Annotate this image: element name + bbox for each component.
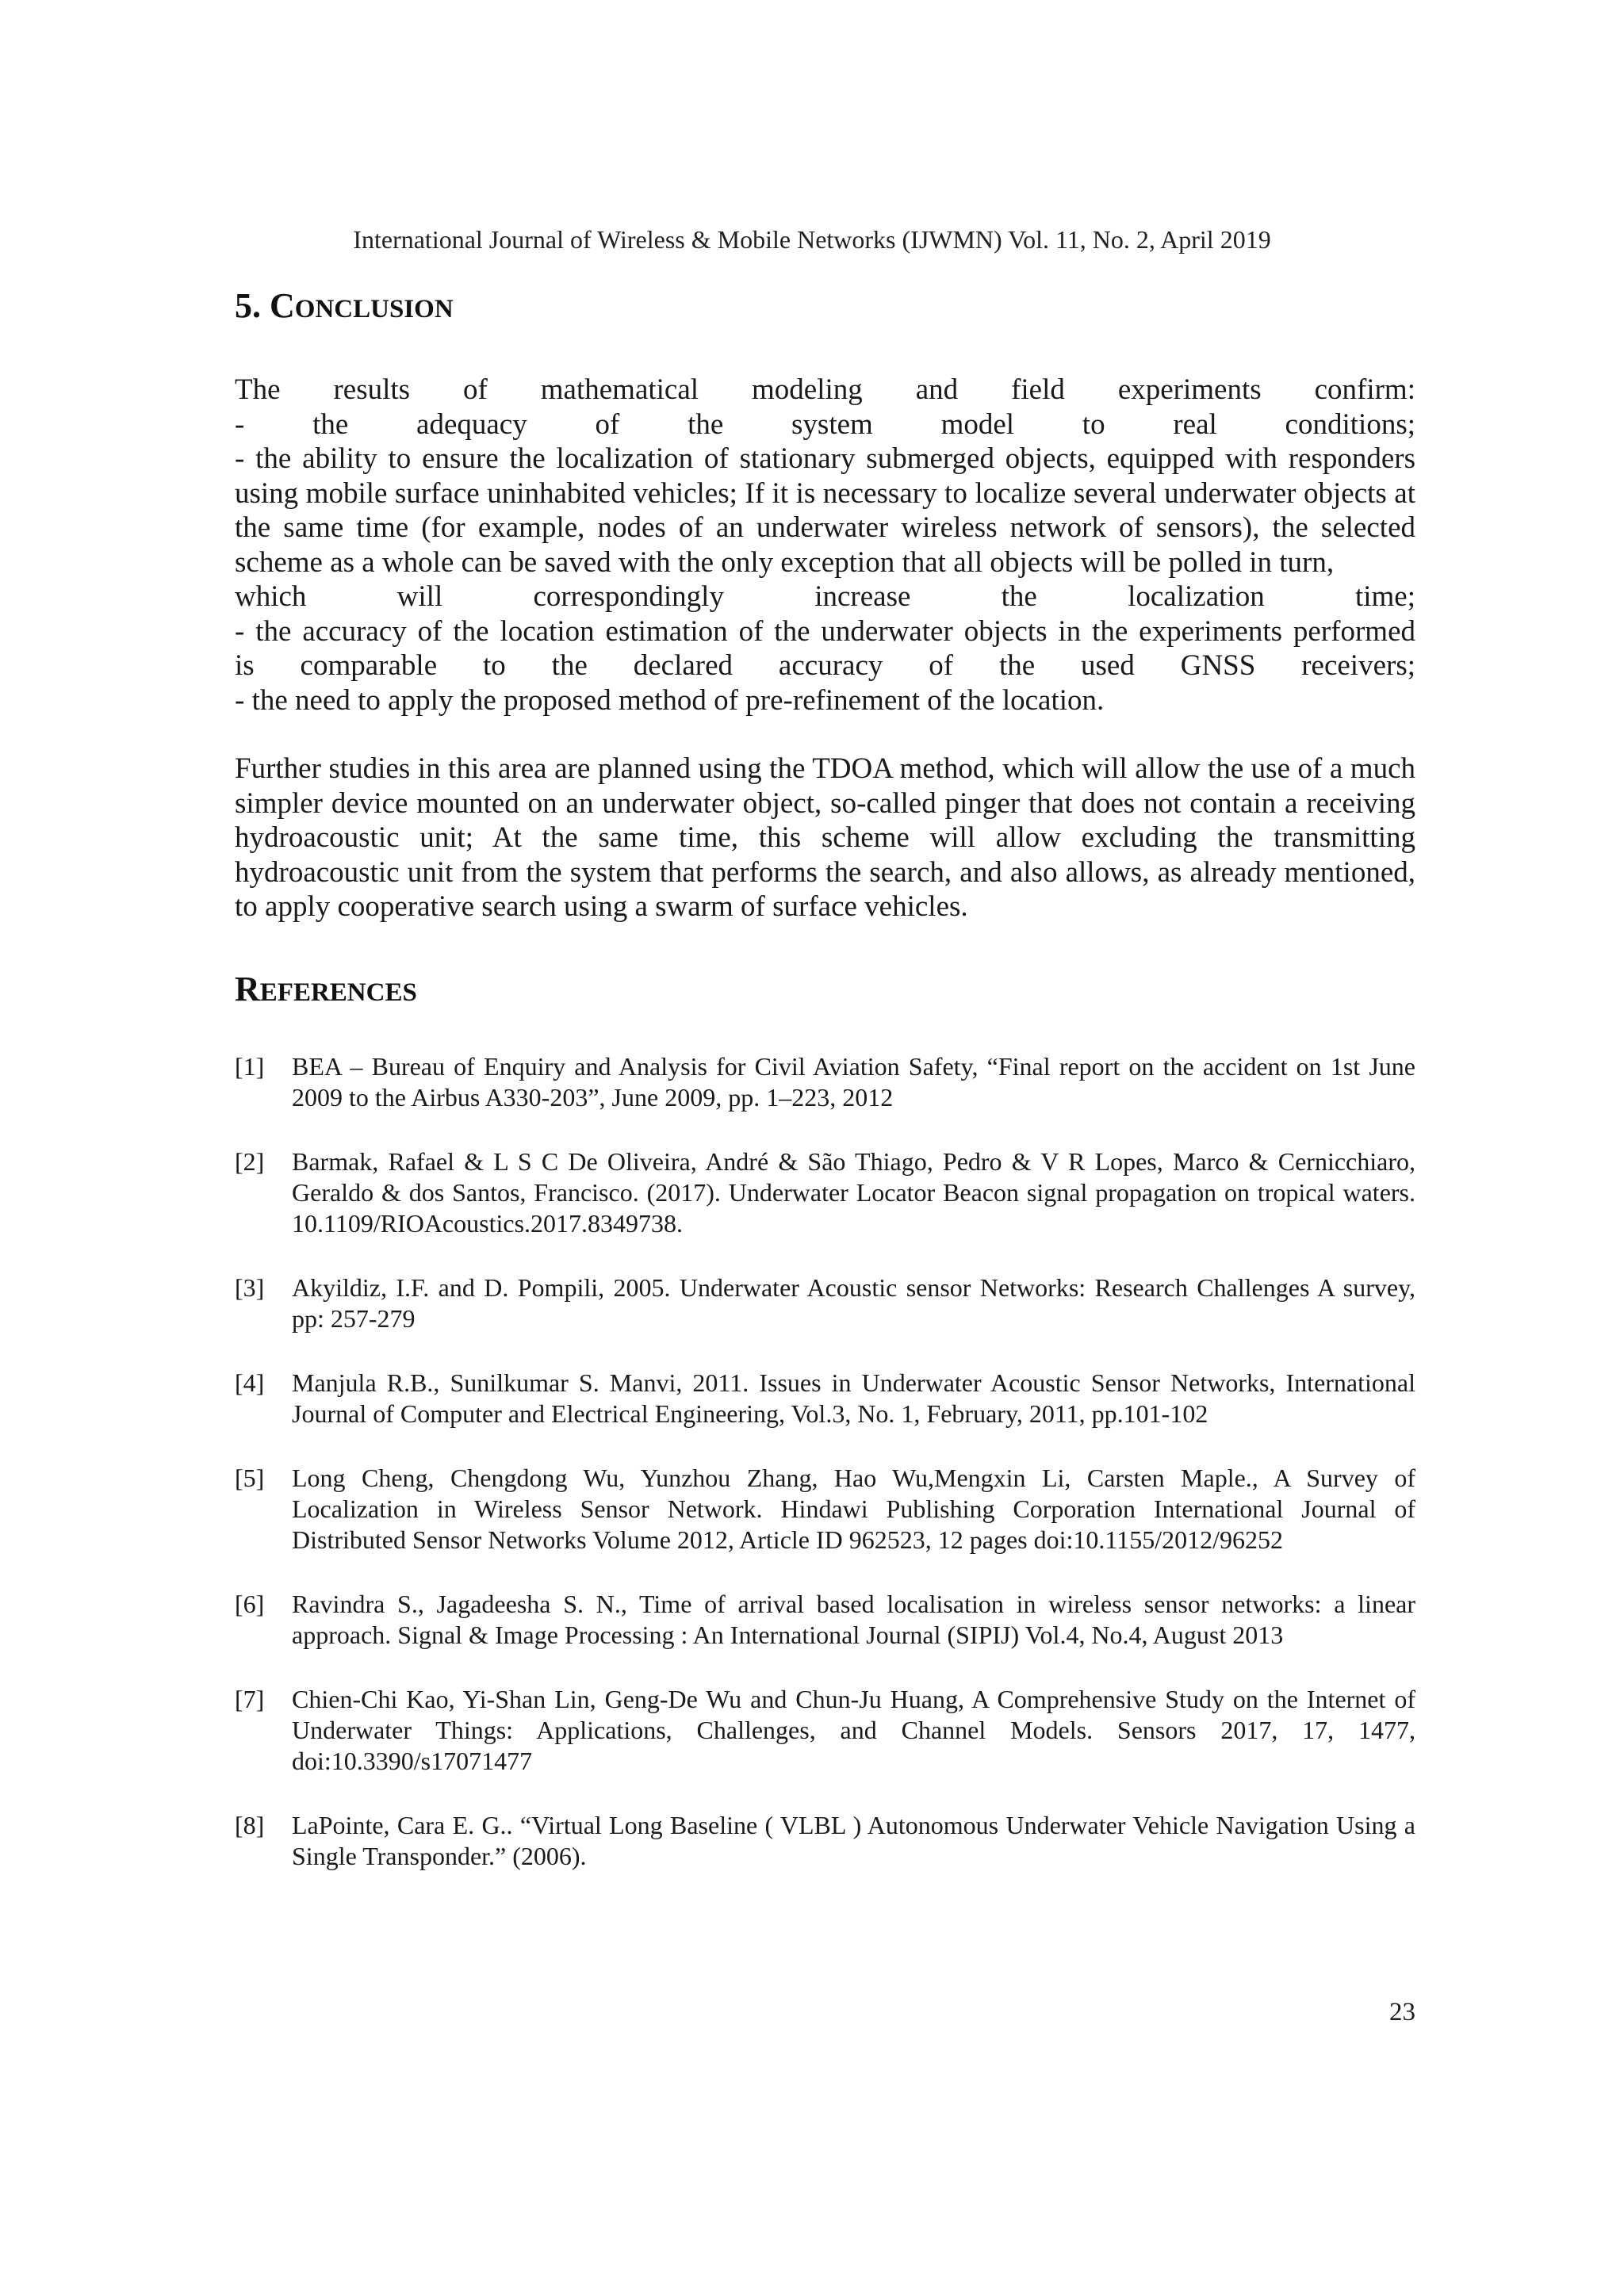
conclusion-line: The results of mathematical modeling and field experiments confirm: xyxy=(235,373,1415,406)
reference-item xyxy=(235,1368,1415,1429)
reference-text: Chien-Chi Kao, Yi-Shan Lin, Geng-De Wu and Chun-Ju Huang, A Comprehensive Study on the Internet of Underwater Things: Applications, Challenges, and Channel Models. Sensors 2017, 17, 1477, doi:10.3390/s17071477 xyxy=(292,1685,1415,1775)
reference-item xyxy=(235,1051,1415,1113)
reference-number: [5] xyxy=(235,1464,265,1492)
reference-number: [4] xyxy=(235,1368,265,1397)
reference-number: [8] xyxy=(235,1811,265,1839)
conclusion-paragraph xyxy=(235,373,1415,718)
references-heading-initial: R xyxy=(235,970,260,1008)
conclusion-line: is comparable to the declared accuracy of the used GNSS receivers; xyxy=(235,649,1415,682)
reference-number: [2] xyxy=(235,1147,265,1176)
reference-text: Long Cheng, Chengdong Wu, Yunzhou Zhang, Hao Wu,Mengxin Li, Carsten Maple., A Survey of Localization in Wireless Sensor Network. Hindawi Publishing Corporation International Journal of Distributed Sensor Networks Volume 2012, Article ID 962523, 12 pages doi:10.1155/2012/96252 xyxy=(292,1464,1415,1554)
reference-text: Akyildiz, I.F. and D. Pompili, 2005. Underwater Acoustic sensor Networks: Research Challenges A survey, pp: 257-279 xyxy=(292,1273,1415,1333)
reference-item xyxy=(235,1810,1415,1872)
running-header: International Journal of Wireless & Mobile Networks (IJWMN) Vol. 11, No. 2, April 2019 xyxy=(353,225,1271,254)
reference-list xyxy=(235,1051,1415,1905)
reference-item xyxy=(235,1272,1415,1334)
further-studies-paragraph: Further studies in this area are planned using the TDOA method, which will allow the use of a much simpler device mounted on an underwater object, so-called pinger that does not contain a receiving hydroacoustic unit; At the same time, this scheme will allow excluding the transmitting hydroacoustic unit from the system that performs the search, and also allows, as already mentioned, to apply cooperative search using a swarm of surface vehicles. xyxy=(235,752,1415,923)
reference-number: [7] xyxy=(235,1685,265,1713)
references-heading-rest: EFERENCES xyxy=(259,978,417,1007)
conclusion-line: - the adequacy of the system model to real conditions; xyxy=(235,408,1415,441)
reference-number: [3] xyxy=(235,1273,265,1302)
conclusion-line: - the ability to ensure the localization of stationary submerged objects, equipped with responders using mobile surface uninhabited vehicles; If it is necessary to localize several underwater objects at the same time (for example, nodes of an underwater wireless network of sensors), the selected scheme as a whole can be saved with the only exception that all objects will be polled in turn, xyxy=(235,442,1415,579)
reference-item xyxy=(235,1146,1415,1239)
reference-text: Barmak, Rafael & L S C De Oliveira, André & São Thiago, Pedro & V R Lopes, Marco & Cernicchiaro, Geraldo & dos Santos, Francisco. (2017). Underwater Locator Beacon signal propagation on tropical waters. 10.1109/RIOAcoustics.2017.8349738. xyxy=(292,1147,1415,1238)
reference-text: Manjula R.B., Sunilkumar S. Manvi, 2011. Issues in Underwater Acoustic Sensor Networks, International Journal of Computer and Electrical Engineering, Vol.3, No. 1, February, 2011, pp.101-102 xyxy=(292,1368,1415,1428)
conclusion-heading-rest: ONCLUSION xyxy=(294,295,454,323)
reference-number: [1] xyxy=(235,1052,265,1081)
reference-item xyxy=(235,1589,1415,1651)
conclusion-heading xyxy=(235,285,454,330)
reference-number: [6] xyxy=(235,1590,265,1618)
conclusion-line: which will correspondingly increase the localization time; xyxy=(235,580,1415,613)
conclusion-heading-number: 5. xyxy=(235,286,261,325)
references-heading xyxy=(235,969,417,1013)
conclusion-heading-initial: C xyxy=(270,286,295,325)
conclusion-line: - the accuracy of the location estimation of the underwater objects in the experiments performed xyxy=(235,614,1415,648)
conclusion-line: - the need to apply the proposed method of pre-refinement of the location. xyxy=(235,683,1105,717)
reference-text: Ravindra S., Jagadeesha S. N., Time of arrival based localisation in wireless sensor networks: a linear approach. Signal & Image Processing : An International Journal (SIPIJ) Vol.4, No.4, August 2013 xyxy=(292,1590,1415,1649)
reference-text: BEA – Bureau of Enquiry and Analysis for Civil Aviation Safety, “Final report on the accident on 1st June 2009 to the Airbus A330-203”, June 2009, pp. 1–223, 2012 xyxy=(292,1052,1415,1112)
reference-text: LaPointe, Cara E. G.. “Virtual Long Baseline ( VLBL ) Autonomous Underwater Vehicle Navigation Using a Single Transponder.” (2006). xyxy=(292,1811,1415,1870)
reference-item xyxy=(235,1684,1415,1777)
reference-item xyxy=(235,1463,1415,1556)
page-number: 23 xyxy=(1389,1998,1415,2026)
